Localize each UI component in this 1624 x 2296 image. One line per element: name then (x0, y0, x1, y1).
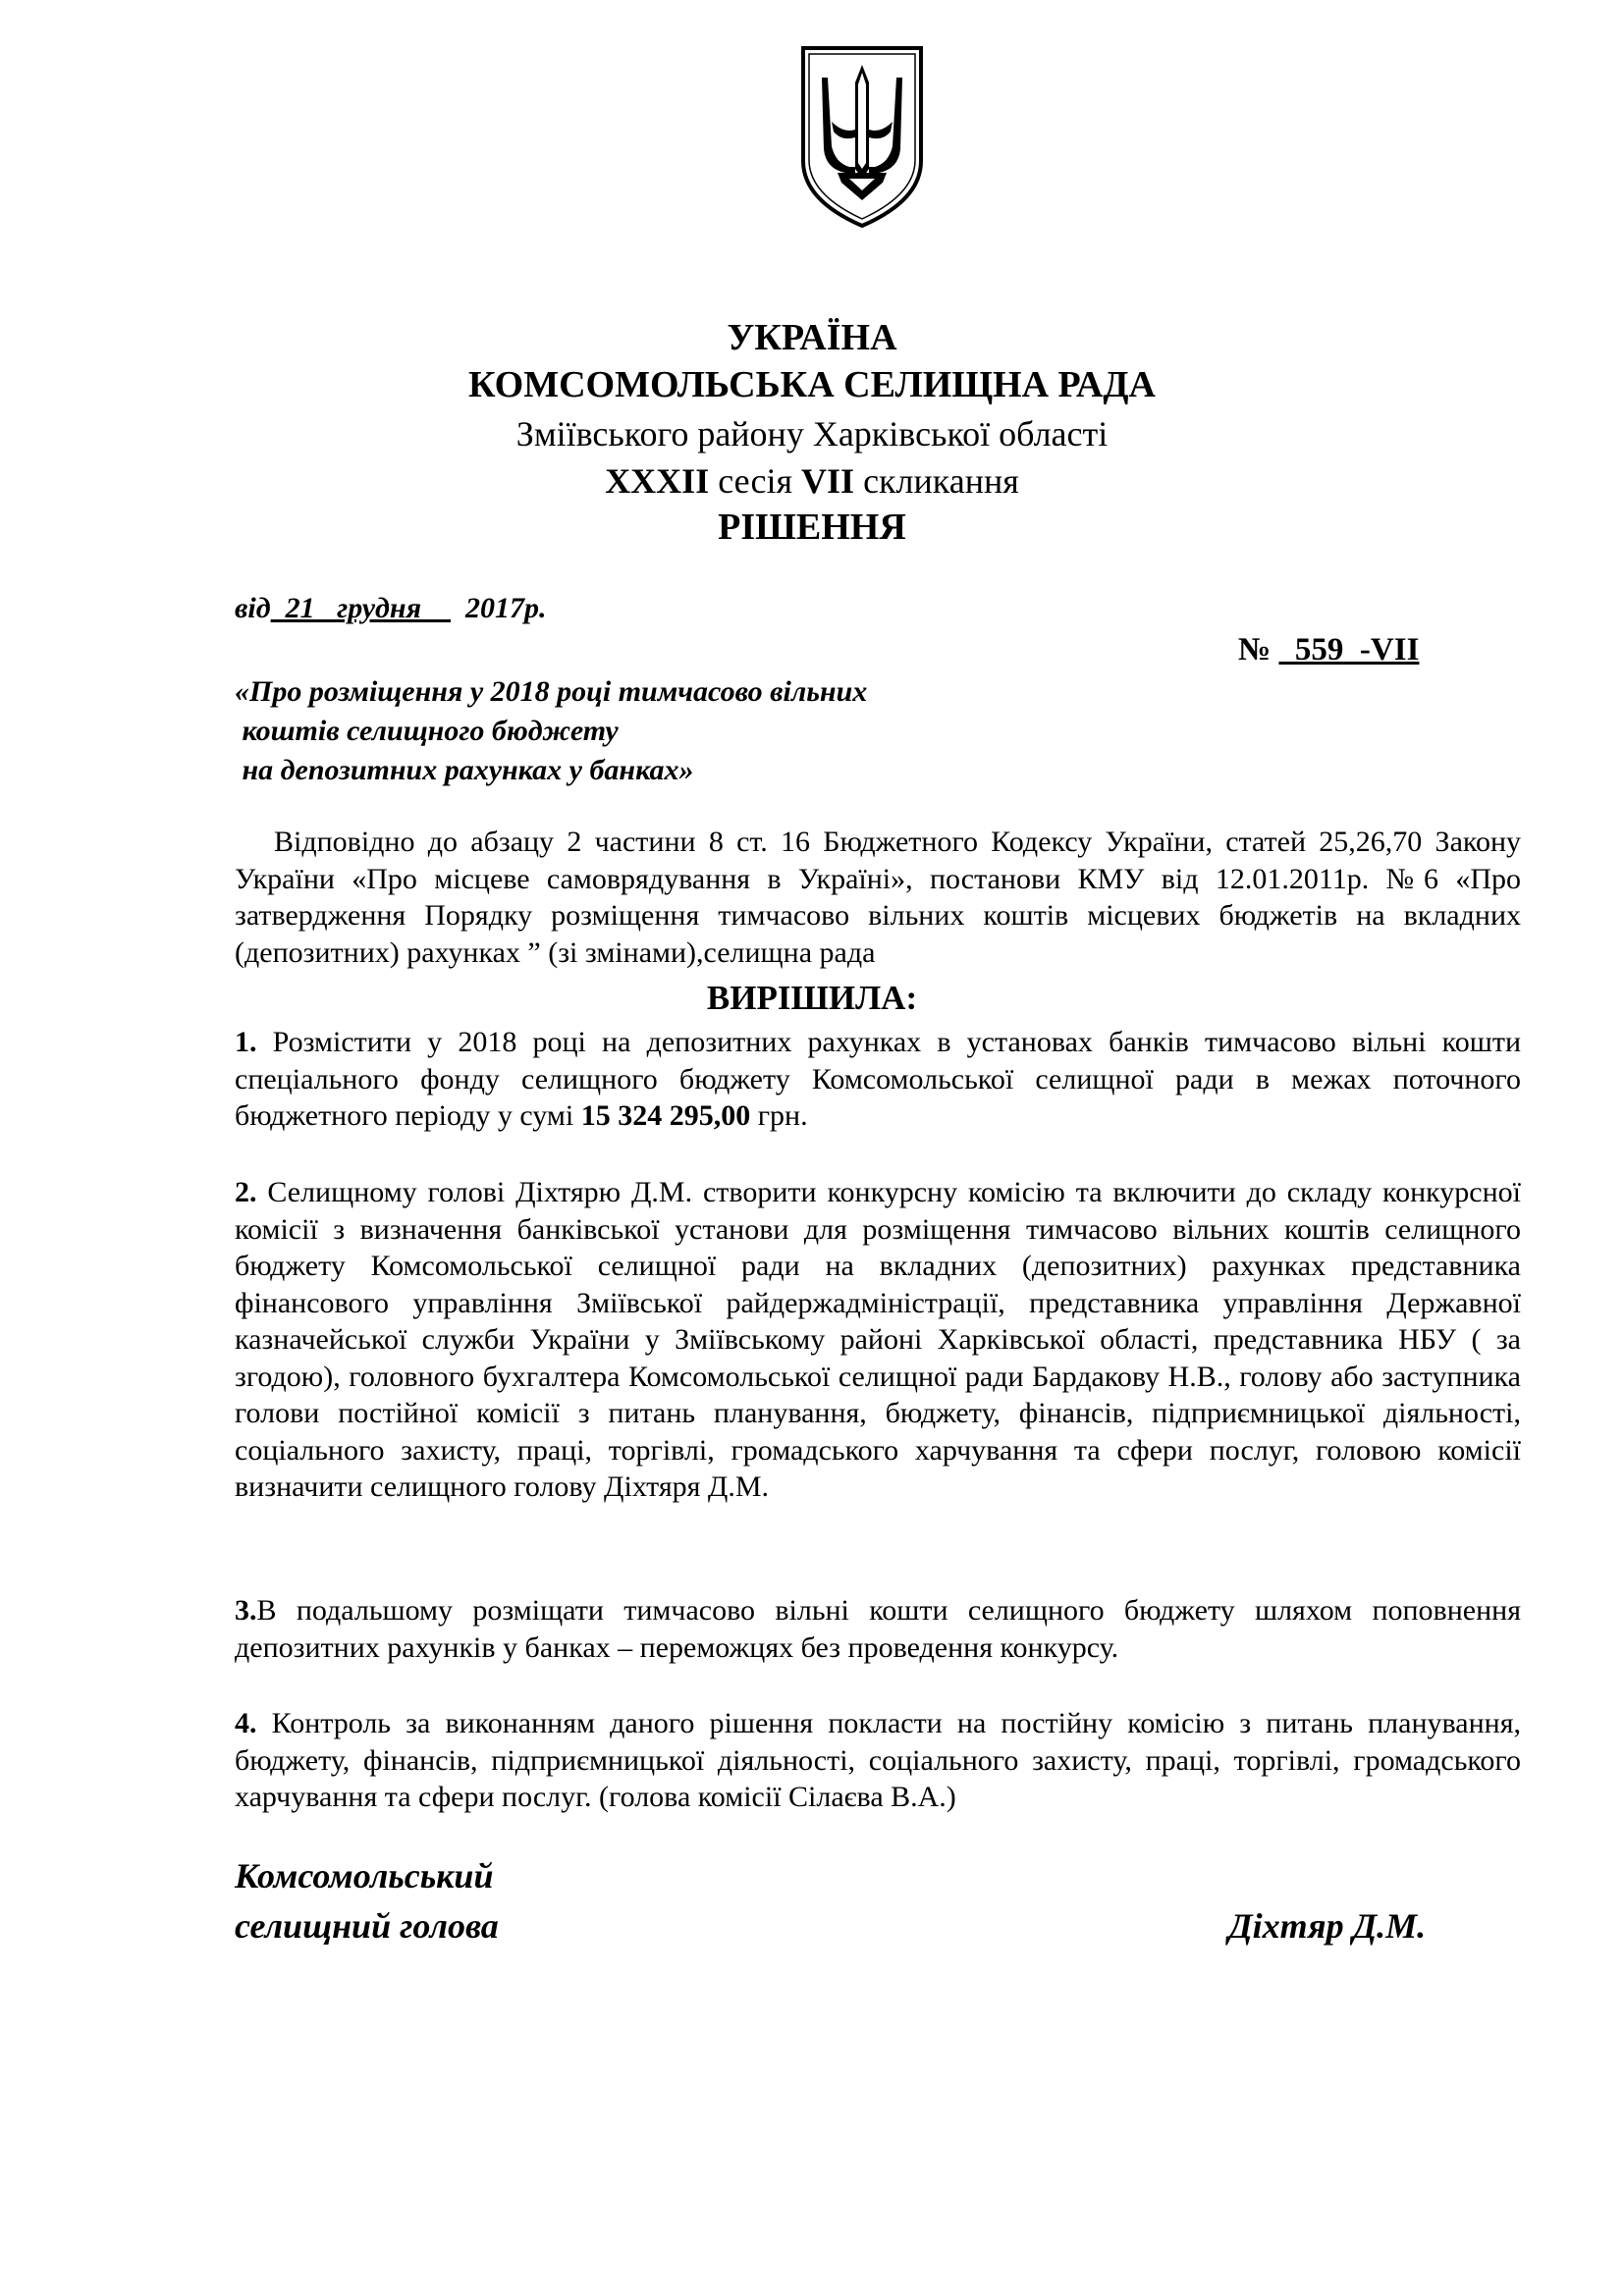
session-heading (0, 460, 1624, 502)
decision-item-4 (235, 1705, 1521, 1816)
resolved-heading: ВИРІШИЛА: (706, 979, 918, 1017)
council-heading: КОМСОМОЛЬСЬКА СЕЛИЩНА РАДА (468, 364, 1156, 405)
number-sign: № (1238, 632, 1272, 667)
decision-date (235, 592, 547, 625)
item-number: 4. (235, 1707, 257, 1739)
item-text: Контроль за виконанням даного рішення покласти на постійну комісію з питань планування, бюджету, фінансів, підприємницької діяльності, соціального захисту, праці, торгівлі, громадського харчування та сфери послуг. (голова комісії Сілаєва В.А.) (235, 1707, 1521, 1813)
item-text: В подальшому розміщати тимчасово вільні кошти селищного бюджету шляхом поповнення депозитних рахунків у банках – переможцях без проведення конкурсу. (235, 1594, 1521, 1664)
intro-paragraph: Відповідно до абзацу 2 частини 8 ст. 16 Бюджетного Кодексу України, статей 25,26,70 Закону України «Про місцеве самоврядування в Україні», постанови КМУ від 12.01.2011р. №6 «Про затвердження Порядку розміщення тимчасово вільних коштів місцевих бюджетів на вкладних (депозитних) рахунках ” (зі змінами),селищна рада (235, 826, 1521, 969)
subject-line: на депозитних рахунках у банках» (235, 754, 694, 786)
subject-line: «Про розміщення у 2018 році тимчасово вільних (235, 675, 868, 708)
item-number: 1. (235, 1026, 257, 1058)
item-currency: грн. (757, 1099, 808, 1132)
item-amount: 15 324 295,00 (580, 1099, 751, 1132)
decision-heading: РІШЕННЯ (718, 507, 906, 548)
signatory-title-line2: селищний голова (235, 1906, 499, 1946)
item-text: Розмістити у 2018 році на депозитних рахунках в установах банків тимчасово вільні кошти спеціального фонду селищного бюджету Комсомольської селищної ради в межах поточного бюджетного періоду у сумі (235, 1026, 1521, 1132)
item-number: 2. (235, 1176, 257, 1208)
decision-item-3 (235, 1592, 1521, 1666)
signatory-name: Діхтяр Д.М. (1228, 1906, 1427, 1946)
country-heading: УКРАЇНА (727, 317, 897, 358)
number-value: 559 -VII (1278, 632, 1420, 667)
trident-coat-of-arms-icon (798, 43, 926, 230)
convocation-word: скликання (863, 461, 1019, 501)
subject-line: коштів селищного бюджету (235, 715, 619, 747)
date-year: 2017р. (465, 592, 547, 624)
decision-number (1238, 632, 1419, 668)
decision-subject (235, 672, 867, 790)
date-prefix: від (235, 592, 271, 624)
decision-item-1 (235, 1024, 1521, 1135)
district-heading: Зміївського району Харківської області (515, 414, 1109, 454)
session-number: XXXII (605, 461, 710, 501)
item-number: 3. (235, 1594, 257, 1627)
item-text: Селищному голові Діхтярю Д.М. створити конкурсну комісію та включити до складу конкурсної комісії з визначення банківської установи для розміщення тимчасово вільних коштів селищного бюджету Комсомольської селищної ради на вкладних (депозитних) рахунках представника фінансового управління Зміївської райдержадміністрації, представника управління Державної казначейської служби України у Зміївському районі Харківської області, представника НБУ ( за згодою), головного бухгалтера Комсомольської селищної ради Бардакову Н.В., голову або заступника голови постійної комісії з питань планування, бюджету, фінансів, підприємницької діяльності, соціального захисту, праці, торгівлі, громадського харчування та сфери послуг, головою комісії визначити селищного голову Діхтяря Д.М. (235, 1176, 1522, 1503)
signatory-title-line1: Комсомольський (235, 1856, 494, 1896)
convocation-number: VII (801, 461, 855, 501)
decision-item-2 (235, 1174, 1521, 1506)
date-day-month: 21 грудня (270, 592, 452, 624)
session-word: сесія (718, 461, 793, 501)
